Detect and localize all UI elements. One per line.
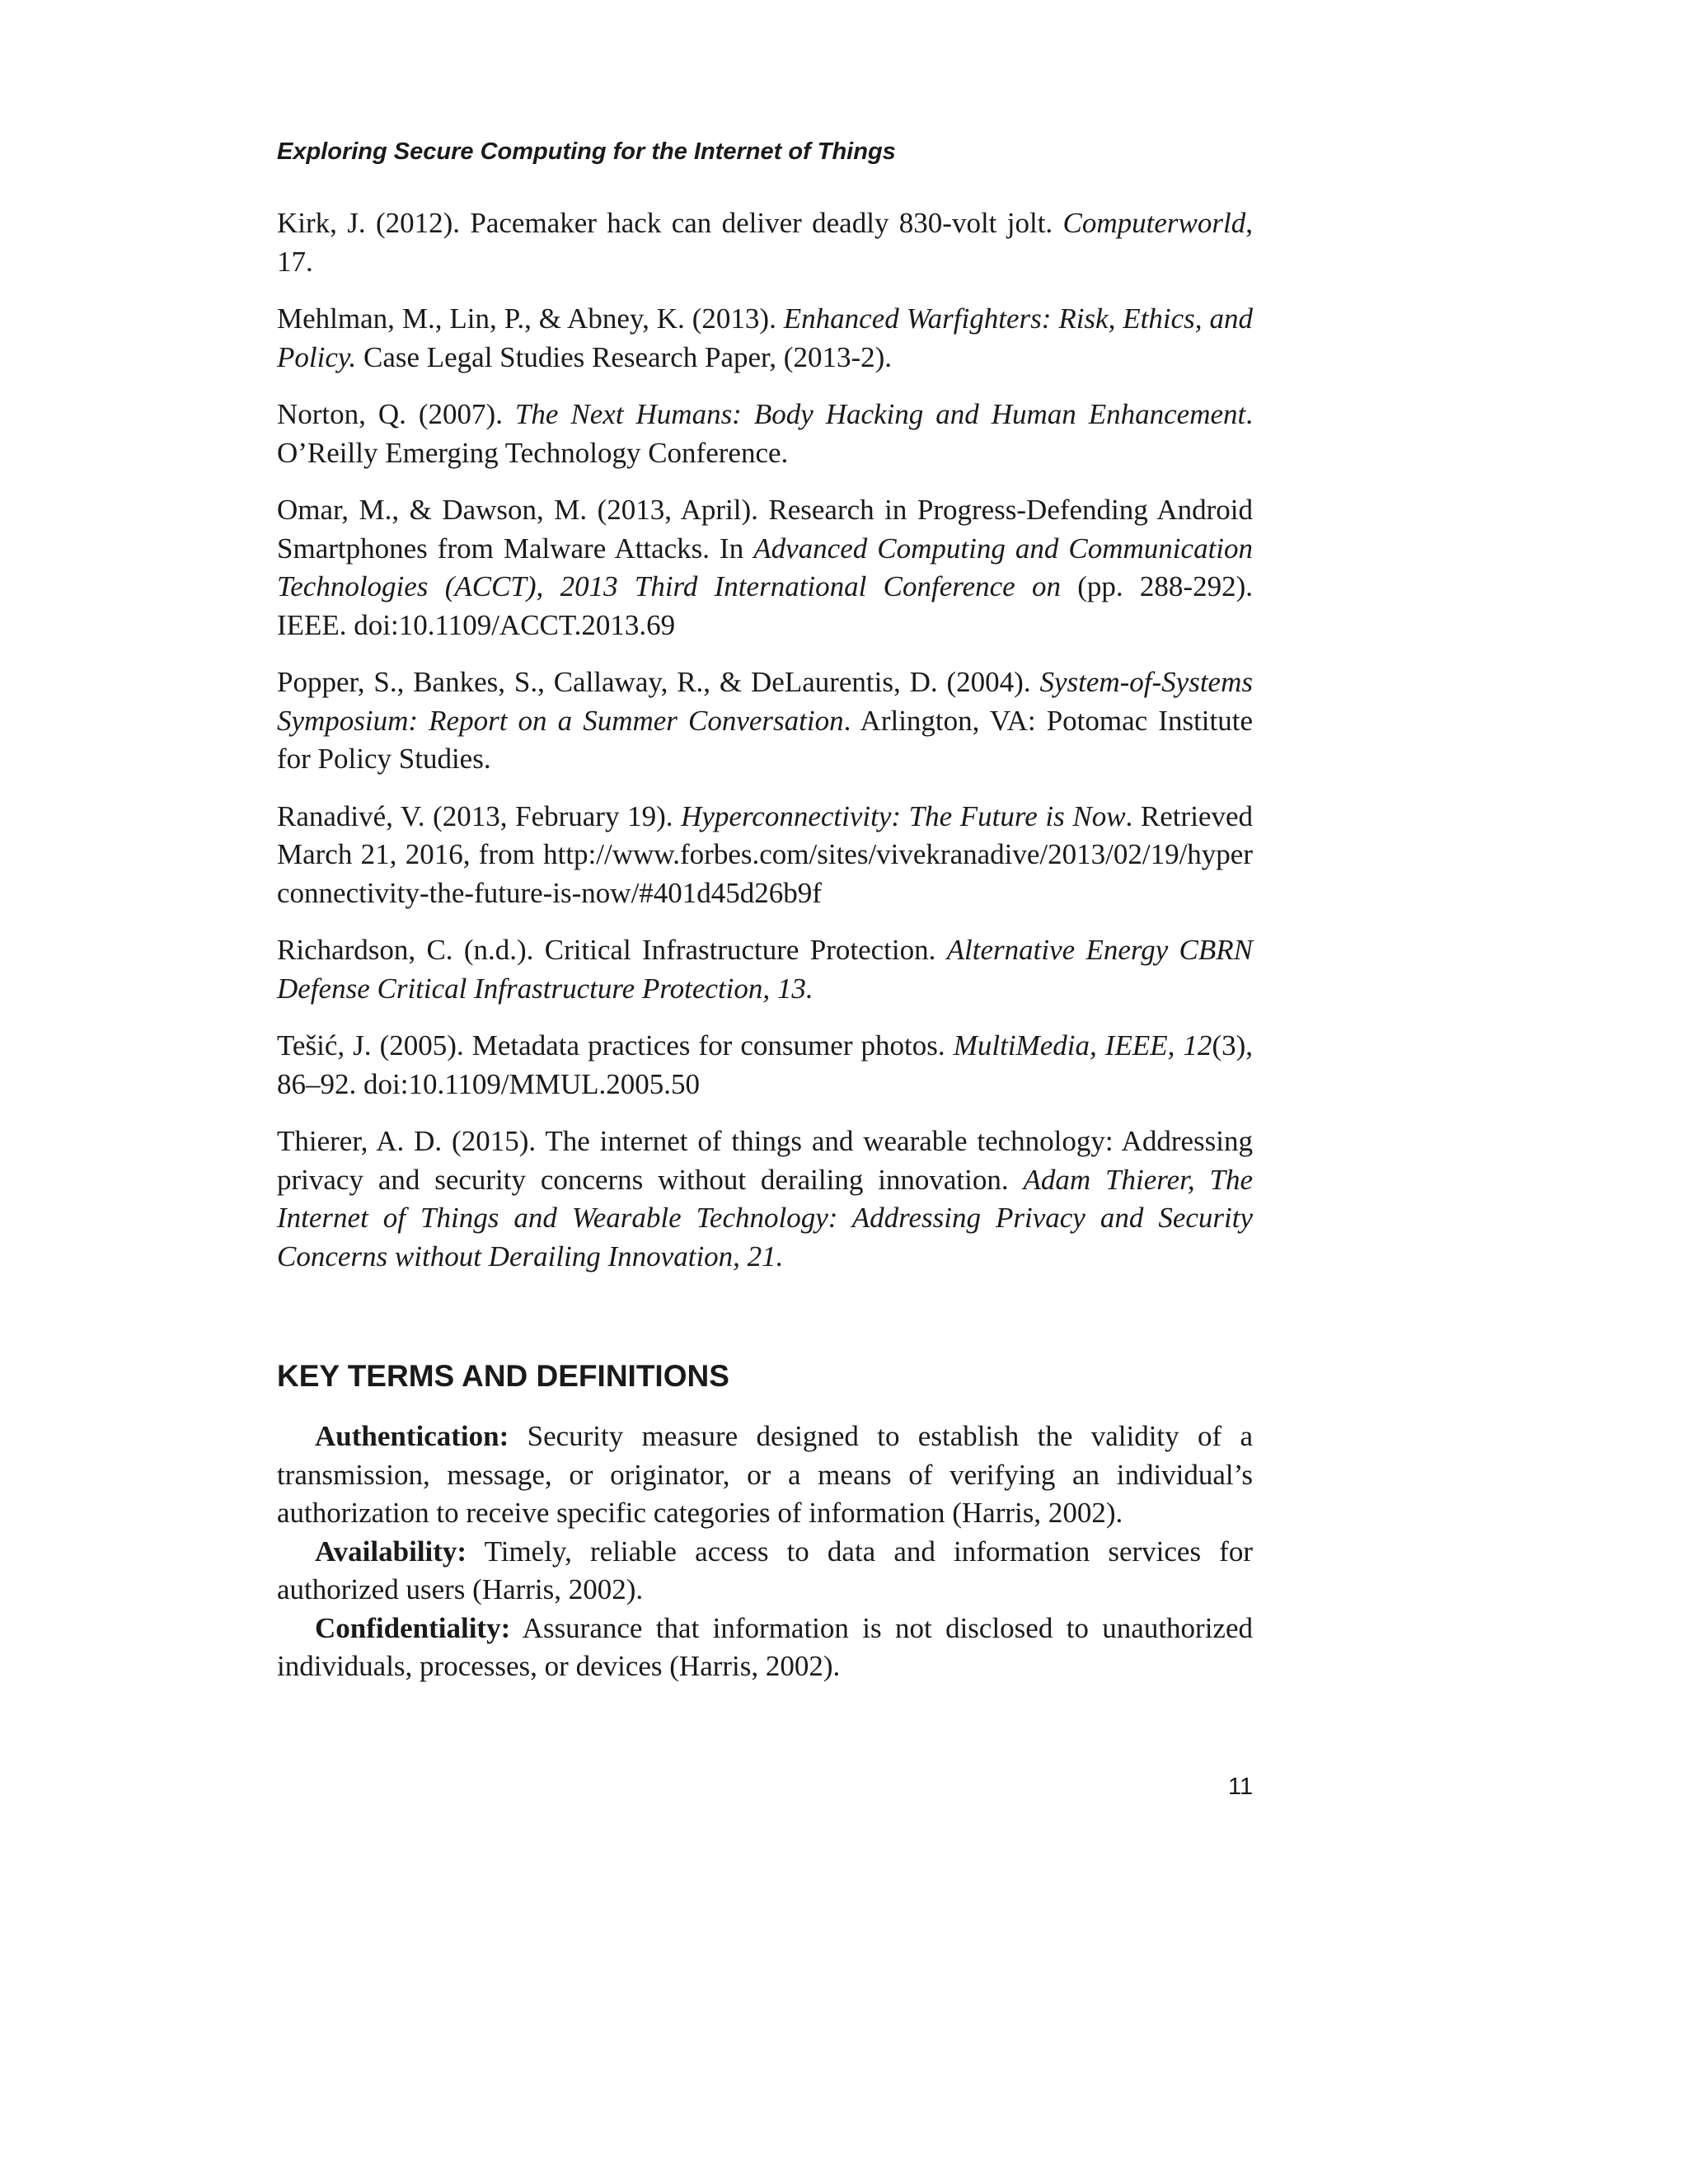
definition-entry — [277, 1533, 1253, 1610]
definition-text: Security measure designed to establish the validity of a transmission, message, or originator, or a means of verifying an individual’s authorization to receive specific categories of information (Harris, 2002). — [277, 1420, 1253, 1529]
references-list — [277, 204, 1253, 1276]
section-heading: KEY TERMS AND DEFINITIONS — [277, 1359, 729, 1393]
reference-text: Mehlman, M., Lin, P., & Abney, K. (2013). — [277, 302, 784, 335]
reference-italic: Enhanced Warfighters: Risk, Ethics, and Policy. — [277, 302, 1253, 373]
reference-entry — [277, 300, 1253, 377]
reference-text: Omar, M., & Dawson, M. (2013, April). Research in Progress-Defending Android Smartphones from Malware Attacks. In — [277, 494, 1253, 565]
definition-entry — [277, 1610, 1253, 1686]
reference-tail: (3), 86–92. doi:10.1109/MMUL.2005.50 — [277, 1029, 1253, 1100]
reference-italic: MultiMedia, IEEE, 12 — [953, 1029, 1212, 1062]
definition-term: Authentication: — [315, 1420, 509, 1452]
reference-italic: Hyperconnectivity: The Future is Now — [681, 799, 1126, 832]
reference-text: Popper, S., Bankes, S., Callaway, R., & DeLaurentis, D. (2004). — [277, 666, 1040, 698]
reference-text: Ranadivé, V. (2013, February 19). — [277, 799, 682, 832]
reference-italic: Adam Thierer, The Internet of Things and Wearable Technology: Addressing Privacy and Security Concerns without Derailing Innovation, 21. — [277, 1163, 1253, 1272]
reference-entry — [277, 1027, 1253, 1104]
reference-tail: . Arlington, VA: Potomac Institute for Policy Studies. — [277, 704, 1253, 775]
definition-text: Assurance that information is not disclosed to unauthorized individuals, processes, or devices (Harris, 2002). — [277, 1611, 1253, 1682]
running-head: Exploring Secure Computing for the Internet of Things — [277, 138, 896, 165]
definitions-list — [277, 1418, 1253, 1686]
reference-text: Richardson, C. (n.d.). Critical Infrastructure Protection. — [277, 934, 947, 966]
reference-italic: The Next Humans: Body Hacking and Human Enhancement — [514, 398, 1246, 430]
reference-italic: Advanced Computing and Communication Technologies (ACCT), 2013 Third International Conference on — [277, 532, 1254, 602]
reference-italic: Alternative Energy CBRN Defense Critical Infrastructure Protection, 13. — [277, 934, 1253, 1005]
reference-italic: Computerworld — [1062, 207, 1246, 239]
reference-entry — [277, 491, 1253, 644]
reference-entry — [277, 798, 1253, 913]
definition-entry — [277, 1418, 1253, 1533]
reference-text: Kirk, J. (2012). Pacemaker hack can deliver deadly 830-volt jolt. — [277, 207, 1063, 239]
reference-entry — [277, 396, 1253, 472]
reference-tail: , 17. — [277, 207, 1253, 278]
reference-italic: System-of-Systems Symposium: Report on a Summer Conversation — [277, 666, 1253, 737]
reference-entry — [277, 931, 1253, 1008]
reference-text: Norton, Q. (2007). — [277, 398, 515, 430]
reference-tail: . Retrieved March 21, 2016, from http://www.forbes.com/sites/vivekranadive/2013/02/19/hyperconnectivity-the-future-is-now/#401d45d26b9f — [277, 799, 1253, 909]
definition-term: Confidentiality: — [315, 1611, 511, 1644]
reference-tail: (pp. 288-292). IEEE. doi:10.1109/ACCT.2013.69 — [277, 570, 1253, 641]
page-number: 11 — [1228, 1774, 1254, 1800]
definition-term: Availability: — [315, 1535, 467, 1568]
reference-text: Thierer, A. D. (2015). The internet of things and wearable technology: Addressing privacy and security concerns without derailing innovation. — [277, 1125, 1253, 1196]
reference-tail: Case Legal Studies Research Paper, (2013-2). — [356, 340, 893, 373]
page-content — [277, 204, 1253, 1686]
reference-text: Tešić, J. (2005). Metadata practices for consumer photos. — [277, 1029, 954, 1062]
reference-entry — [277, 663, 1253, 779]
definition-text: Timely, reliable access to data and information services for authorized users (Harris, 2002). — [277, 1535, 1253, 1605]
reference-entry — [277, 1122, 1253, 1276]
reference-entry — [277, 204, 1253, 281]
reference-tail: . O’Reilly Emerging Technology Conference. — [277, 398, 1253, 469]
